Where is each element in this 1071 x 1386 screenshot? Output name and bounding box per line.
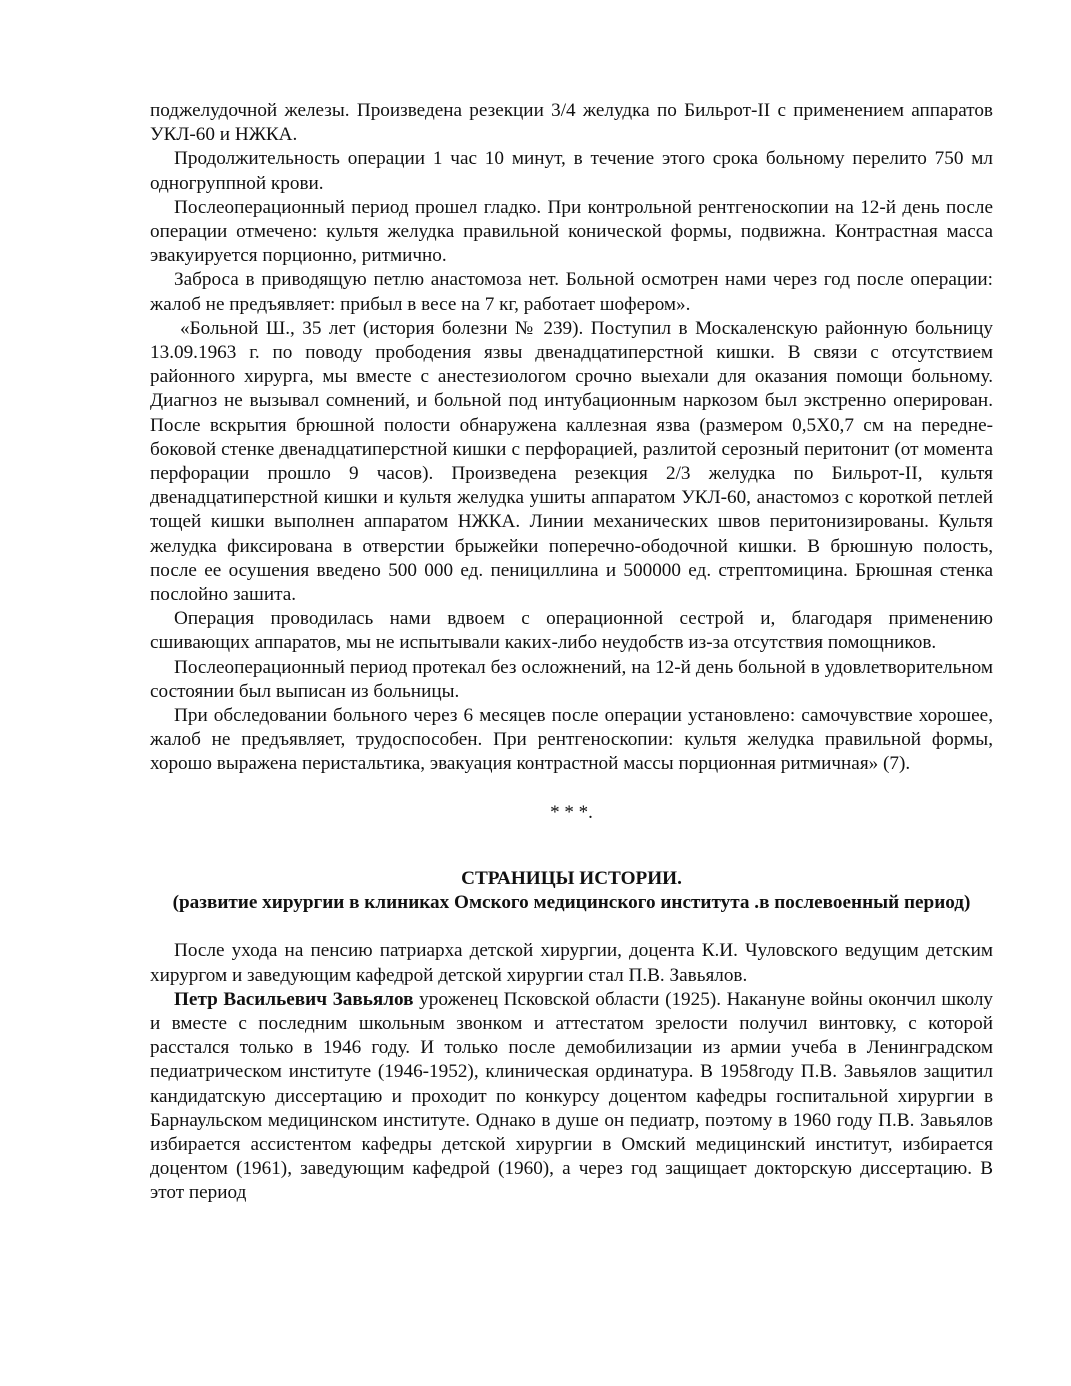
paragraph: Операция проводилась нами вдвоем с операционной сестрой и, благодаря применению сшивающих аппаратов, мы не испытывали каких-либо неудобств из-за отсутствия помощников. <box>150 608 993 654</box>
paragraph: После ухода на пенсию патриарха детской хирургии, доцента К.И. Чуловского ведущим детским хирургом и заведующим кафедрой детской хирургии стал П.В. Завьялов. <box>150 940 993 986</box>
section-separator: * * *. <box>550 801 593 823</box>
section-subtitle: (развитие хирургии в клиниках Омского медицинского института .в послевоенный период) <box>172 892 971 914</box>
document-page <box>150 99 993 1206</box>
paragraph: Заброса в приводящую петлю анастомоза нет. Больной осмотрен нами через год после операции: жалоб не предъявляет: прибыл в весе на 7 кг, работает шофером». <box>150 269 993 315</box>
paragraph: Продолжительность операции 1 час 10 минут, в течение этого срока больному перелито 750 мл одногруппной крови. <box>150 148 993 194</box>
section-title: СТРАНИЦЫ ИСТОРИИ. <box>461 867 682 889</box>
paragraph: Послеоперационный период прошел гладко. При контрольной рентгеноскопии на 12-й день после операции отмечено: культя желудка правильной конической формы, подвижна. Контрастная масса эвакуируется порционно, ритмично. <box>150 196 993 267</box>
paragraph <box>150 988 993 1206</box>
paragraph-text: уроженец Псковской области (1925). Накануне войны окончил школу и вместе с последним школьным звонком и аттестатом зрелости получил винтовку, с которой расстался только в 1946 году. И только после демобилизации из армии учеба в Ленинградском педиатрическом институте (1946-1952), клиническая ординатура. В 1958году П.В. Завьялов защитил кандидатскую диссертацию и проходит по конкурсу доцентом кафедры госпитальной хирургии в Барнаульском медицинском институте. Однако в душе он педиатр, поэтому в 1960 году П.В. Завьялов избирается ассистентом кафедры детской хирургии в Омский медицинский институт, избирается доцентом (1961), заведующим кафедрой (1960), а через год защищает докторскую диссертацию. В этот период <box>150 988 993 1204</box>
paragraph: «Больной Ш., 35 лет (история болезни № 239). Поступил в Москаленскую районную больницу 13.09.1963 г. по поводу прободения язвы двенадцатиперстной кишки. В связи с отсутствием районного хирурга, мы вместе с анестезиологом срочно выехали для оказания помощи больному. Диагноз не вызывал сомнений, и больной под интубационным наркозом был экстренно оперирован. После вскрытия брюшной полости обнаружена каллезная язва (размером 0,5Х0,7 см на передне-боковой стенке двенадцатиперстной кишки с перфорацией, разлитой серозный перитонит (от момента перфорации прошло 9 часов). Произведена резекция 2/3 желудка по Бильрот-II, культя двенадцатиперстной кишки и культя желудка ушиты аппаратом УКЛ-60, анастомоз с короткой петлей тощей кишки выполнен аппаратом НЖКА. Линии механических швов перитонизированы. Культя желудка фиксирована в отверстии брыжейки поперечно-ободочной кишки. В брюшную полость, после ее осушения введено 500 000 ед. пенициллина и 500000 ед. стрептомицина. Брюшная стенка послойно зашита. <box>150 317 993 606</box>
paragraph: Послеоперационный период протекал без осложнений, на 12-й день больной в удовлетворительном состоянии был выписан из больницы. <box>150 656 993 702</box>
paragraph: При обследовании больного через 6 месяцев после операции установлено: самочувствие хорошее, жалоб не предъявляет, трудоспособен. При рентгеноскопии: культя желудка правильной формы, хорошо выражена перистальтика, эвакуация контрастной массы порционная ритмичная» (7). <box>150 705 993 775</box>
person-name: Петр Васильевич Завьялов <box>174 988 414 1010</box>
paragraph: поджелудочной железы. Произведена резекции 3/4 желудка по Бильрот-II с применением аппаратов УКЛ-60 и НЖКА. <box>150 100 993 146</box>
